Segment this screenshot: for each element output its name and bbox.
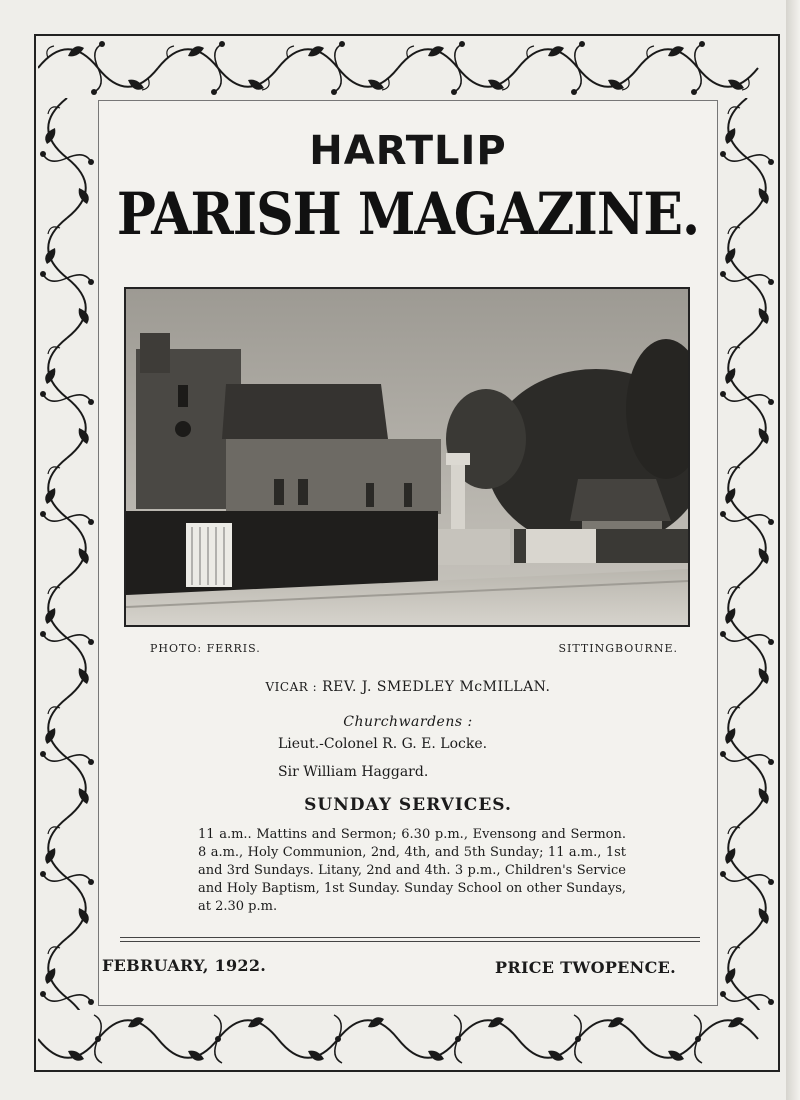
churchwarden-1: Lieut.-Colonel R. G. E. Locke. — [278, 736, 488, 752]
vicar-label: VICAR : — [265, 680, 318, 694]
photo-credit-photographer: PHOTO: FERRIS. — [150, 642, 261, 655]
church-photograph — [124, 287, 690, 627]
issue-date: FEBRUARY, 1922. — [102, 956, 267, 975]
floral-border-bottom — [38, 1010, 776, 1068]
page-edge — [786, 0, 800, 1100]
sunday-services-text: 11 a.m.. Mattins and Sermon; 6.30 p.m., Evensong and Sermon. 8 a.m., Holy Communion, 2nd, 4th, and 5th Sunday; 11 a.m., 1st and 3rd Sundays. Litany, 2nd and 4th. 3 p.m., Children's Service and Holy Baptism, 1st Sunday. Sunday School on other Sundays, at 2.30 p.m. — [198, 827, 626, 914]
churchwardens-heading: Churchwardens : — [343, 714, 473, 730]
churchwarden-2: Sir William Haggard. — [278, 764, 429, 780]
vicar-line — [98, 679, 718, 695]
floral-border-left — [38, 98, 96, 1010]
double-rule-divider — [120, 937, 700, 942]
masthead-village: HARTLIP — [309, 128, 507, 174]
photo-credit-location: SITTINGBOURNE. — [558, 642, 678, 655]
masthead-title: PARISH MAGAZINE. — [116, 180, 700, 249]
sunday-services-heading: SUNDAY SERVICES. — [304, 795, 512, 815]
church-photo-illustration — [126, 289, 688, 625]
vicar-name: REV. J. SMEDLEY McMILLAN. — [322, 679, 551, 695]
floral-border-right — [718, 98, 776, 1010]
issue-price: PRICE TWOPENCE. — [495, 958, 676, 977]
floral-border-top — [38, 38, 776, 98]
